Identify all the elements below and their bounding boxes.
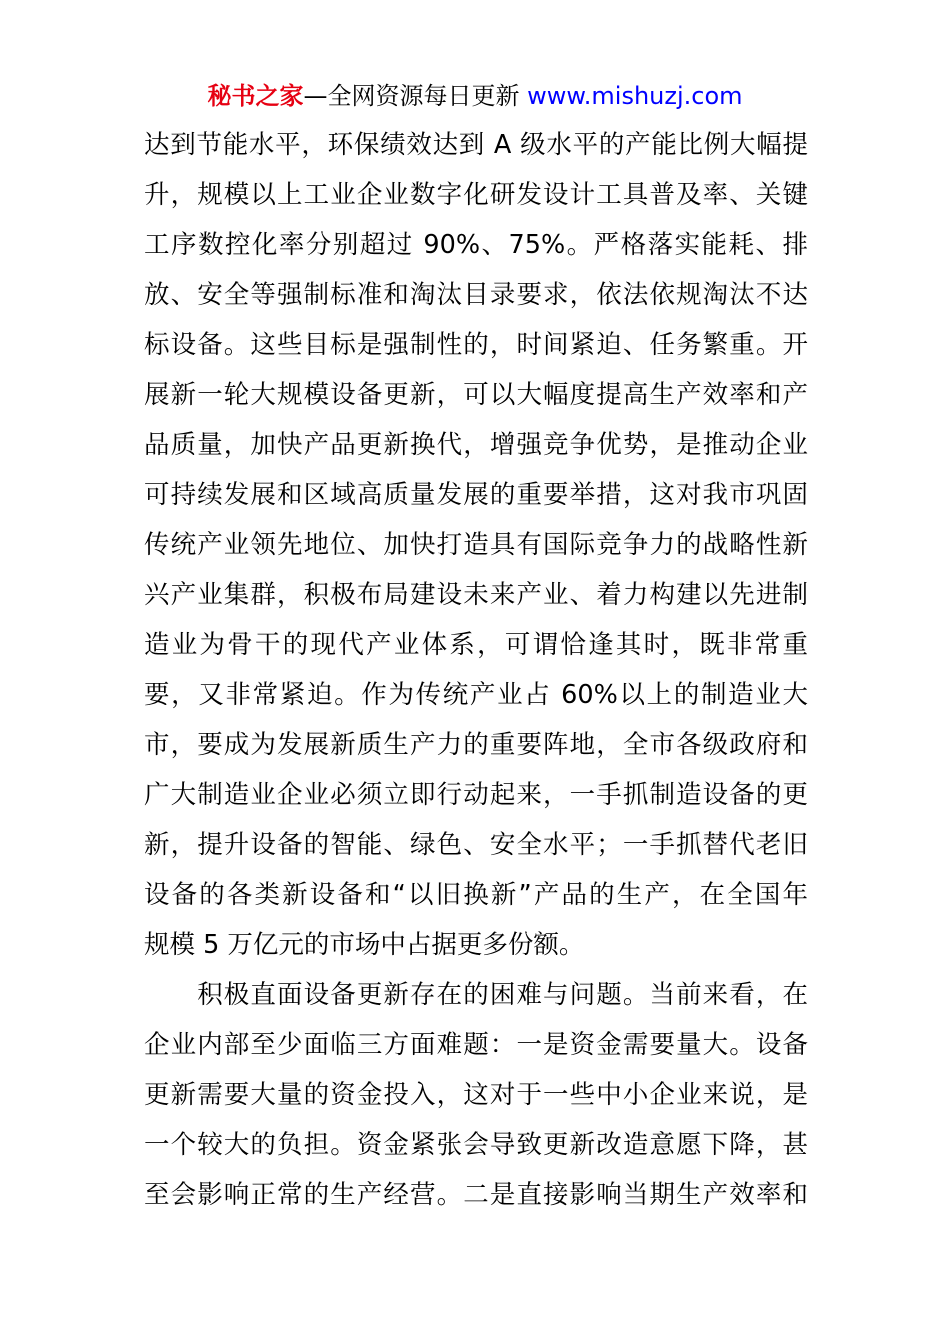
paragraph-1 xyxy=(144,120,808,970)
text-line: 广大制造业企业必须立即行动起来，一手抓制造设备的更 xyxy=(144,780,808,810)
site-url-link[interactable]: www.mishuzj.com xyxy=(527,82,743,110)
text-line: 可持续发展和区域高质量发展的重要举措，这对我市巩固 xyxy=(144,480,808,510)
paragraph-2 xyxy=(144,970,808,1220)
text-line: 新，提升设备的智能、绿色、安全水平；一手抓替代老旧 xyxy=(144,830,808,860)
text-line: 展新一轮大规模设备更新，可以大幅度提高生产效率和产 xyxy=(144,380,808,410)
text-line: 造业为骨干的现代产业体系，可谓恰逢其时，既非常重 xyxy=(144,630,808,660)
site-brand: 秘书之家 xyxy=(207,82,304,110)
text-line: 放、安全等强制标准和淘汰目录要求，依法依规淘汰不达 xyxy=(144,280,808,310)
text-line: 传统产业领先地位、加快打造具有国际竞争力的战略性新 xyxy=(144,530,808,560)
document-body xyxy=(144,120,808,1220)
text-line: 至会影响正常的生产经营。二是直接影响当期生产效率和 xyxy=(144,1180,808,1210)
text-line: 达到节能水平，环保绩效达到 A 级水平的产能比例大幅提 xyxy=(144,130,808,160)
text-line: 兴产业集群，积极布局建设未来产业、着力构建以先进制 xyxy=(144,580,808,610)
text-line: 标设备。这些目标是强制性的，时间紧迫、任务繁重。开 xyxy=(144,330,808,360)
text-line: 工序数控化率分别超过 90%、75%。严格落实能耗、排 xyxy=(144,230,808,260)
text-line: 设备的各类新设备和“以旧换新”产品的生产，在全国年 xyxy=(144,880,808,910)
text-line: 市，要成为发展新质生产力的重要阵地，全市各级政府和 xyxy=(144,730,808,760)
site-tagline: —全网资源每日更新 xyxy=(303,82,528,110)
site-header xyxy=(0,80,950,112)
text-line: 积极直面设备更新存在的困难与问题。当前来看，在 xyxy=(144,980,808,1010)
text-line: 品质量，加快产品更新换代，增强竞争优势，是推动企业 xyxy=(144,430,808,460)
text-line: 企业内部至少面临三方面难题：一是资金需要量大。设备 xyxy=(144,1030,808,1060)
text-line: 升，规模以上工业企业数字化研发设计工具普及率、关键 xyxy=(144,180,808,210)
text-line: 一个较大的负担。资金紧张会导致更新改造意愿下降，甚 xyxy=(144,1130,808,1160)
text-line: 要，又非常紧迫。作为传统产业占 60%以上的制造业大 xyxy=(144,680,808,710)
text-line: 规模 5 万亿元的市场中占据更多份额。 xyxy=(144,930,585,960)
text-line: 更新需要大量的资金投入，这对于一些中小企业来说，是 xyxy=(144,1080,808,1110)
